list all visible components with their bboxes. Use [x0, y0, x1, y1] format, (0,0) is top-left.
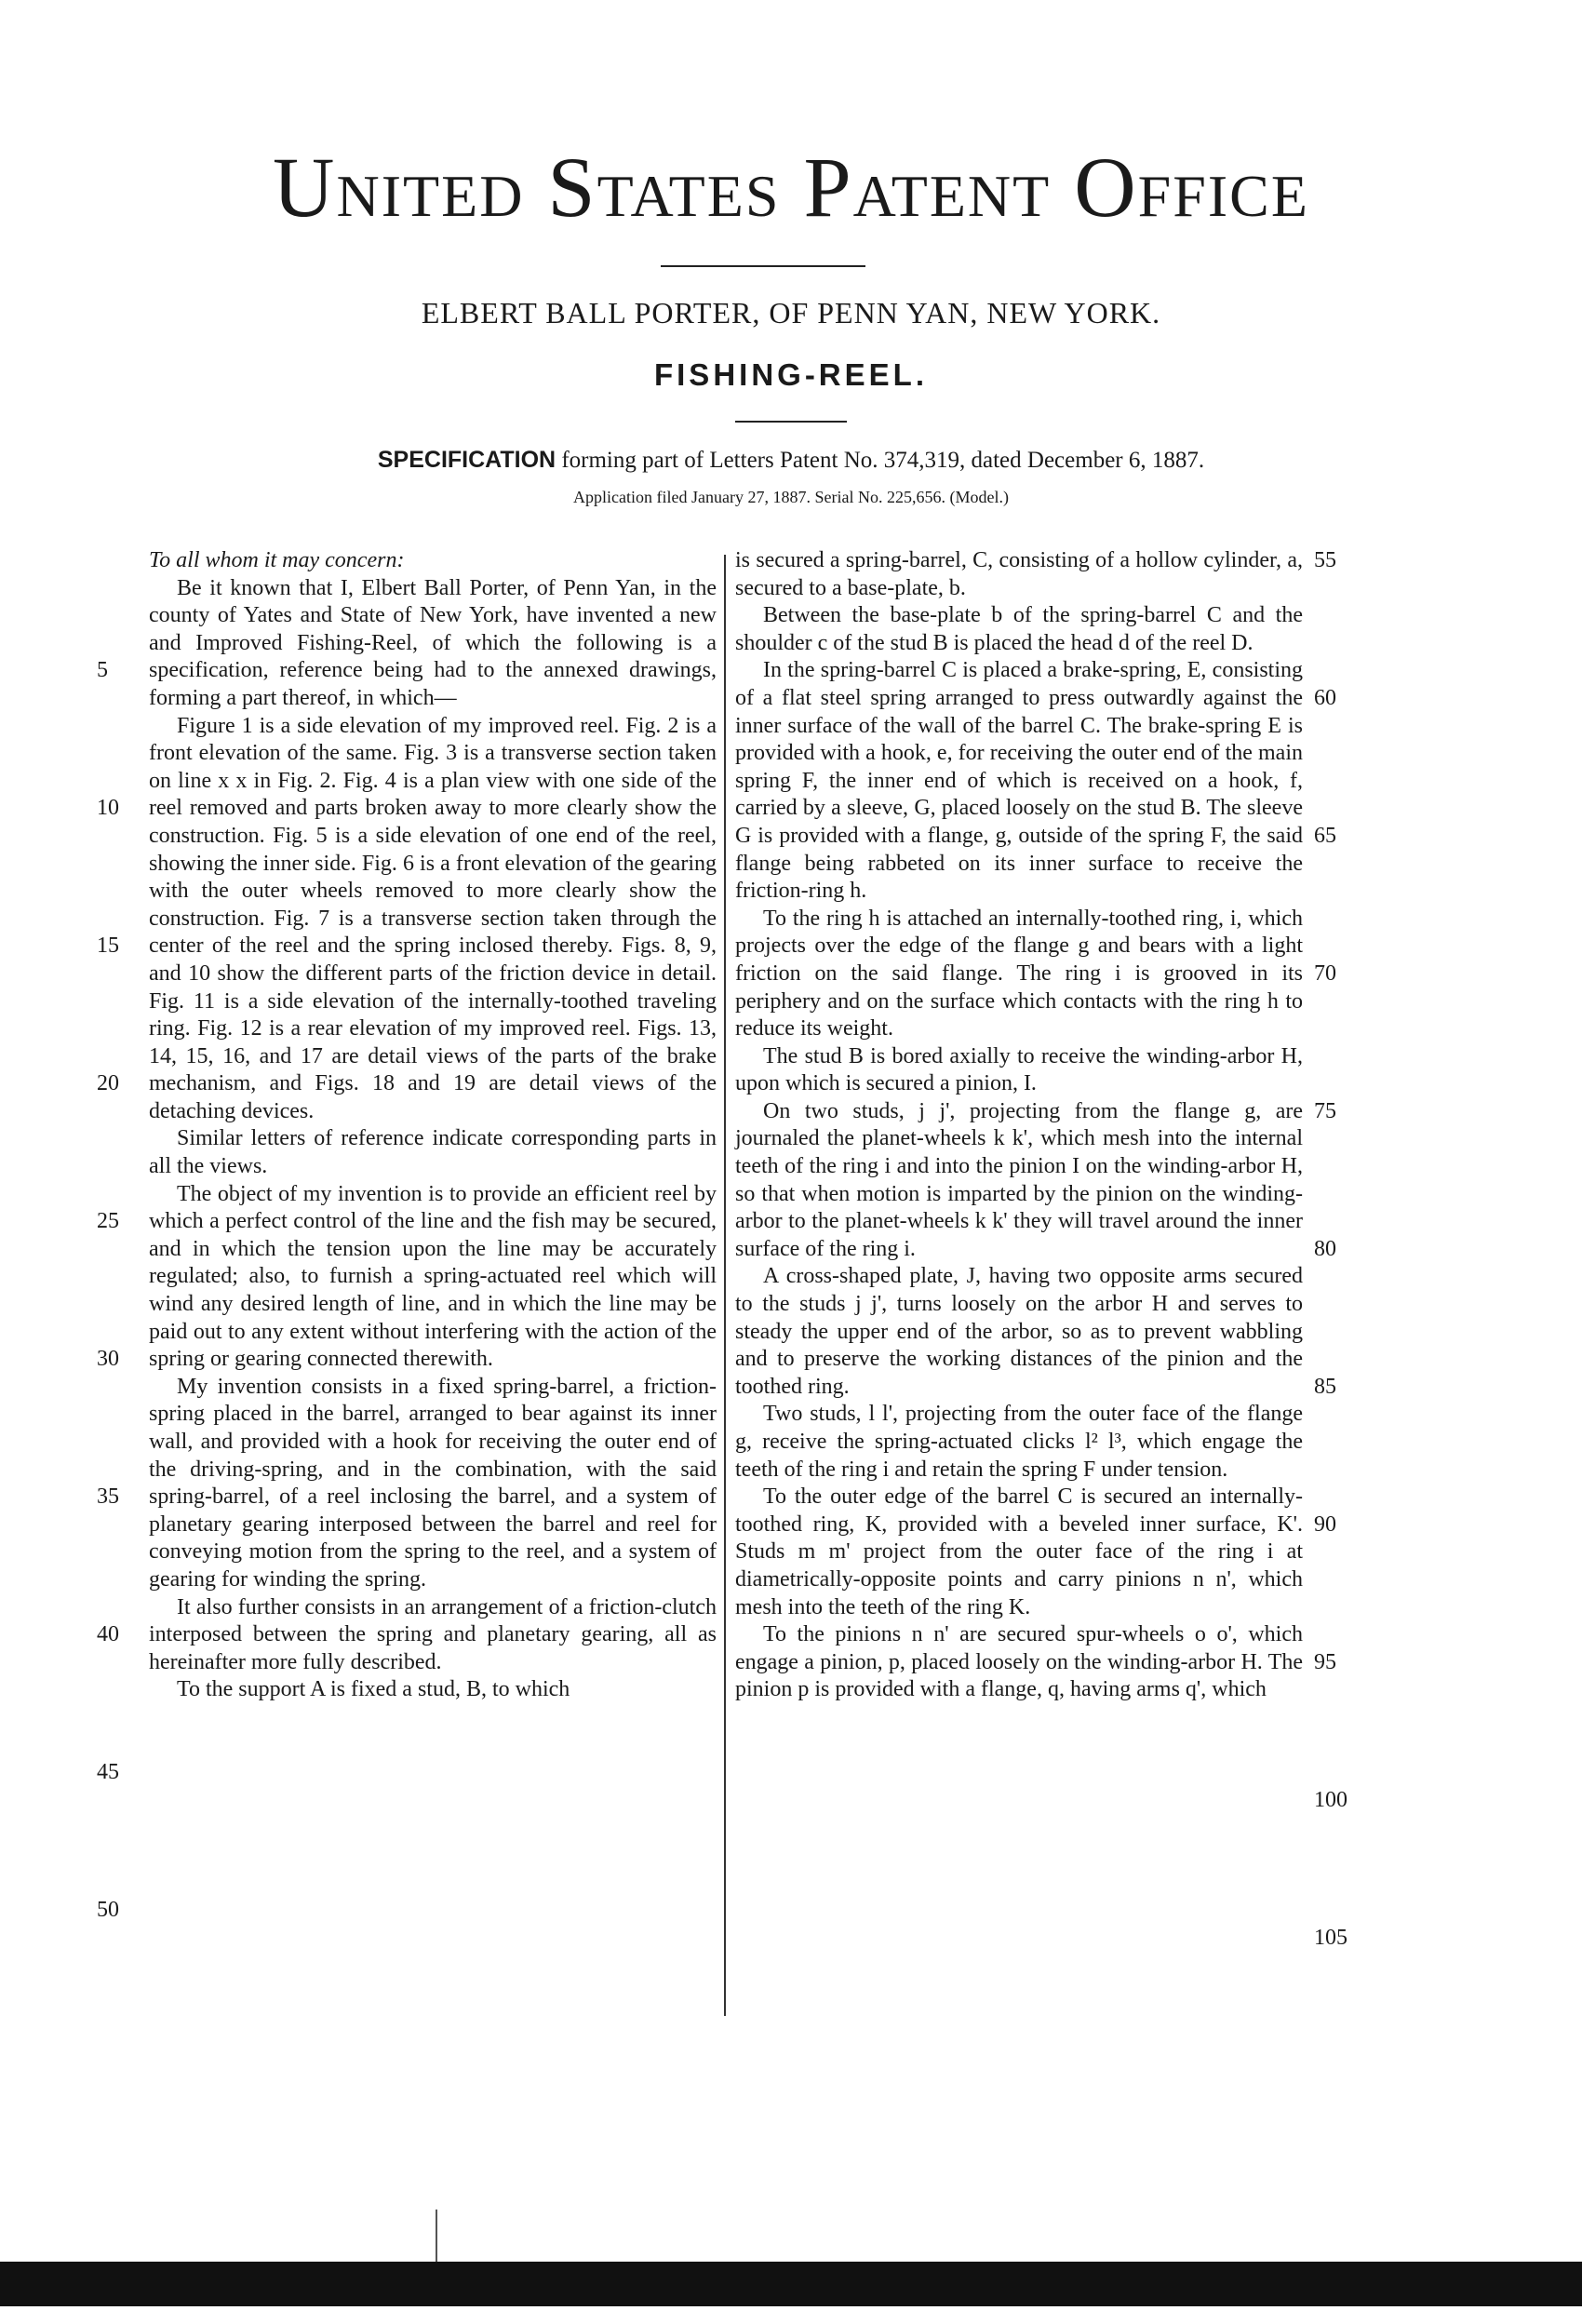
line-number: 60 [1314, 686, 1336, 710]
paragraph: Figure 1 is a side elevation of my improved reel. Fig. 2 is a front elevation of the same. Fig. 3 is a transverse section taken on line x x in Fig. 2. Fig. 4 is a plan view with one side of the reel removed and parts broken away to more clearly show the construction. Fig. 5 is a side elevation of one end of the reel, showing the inner side. Fig. 6 is a front elevation of the gearing with the outer wheels removed to more clearly show the construction. Fig. 7 is a transverse section taken through the center of the reel and the spring inclosed thereby. Figs. 8, 9, and 10 show the different parts of the friction device in detail. Fig. 11 is a side elevation of the internally-toothed traveling ring. Fig. 12 is a rear elevation of my improved reel. Figs. 13, 14, 15, 16, and 17 are detail views of the parts of the brake mechanism, and Figs. 18 and 19 are detail views of the detaching devices. [149, 713, 717, 1123]
specification-label: SPECIFICATION [377, 447, 556, 473]
right-column [735, 547, 1303, 2018]
scan-mark [436, 2210, 437, 2262]
salutation: To all whom it may concern: [149, 548, 405, 572]
paragraph: is secured a spring-barrel, C, consisting of a hollow cylinder, a, secured to a base-plate, b. [735, 548, 1303, 600]
line-number: 105 [1314, 1926, 1347, 1950]
line-number: 85 [1314, 1375, 1336, 1399]
paragraph: My invention consists in a fixed spring-barrel, a friction-spring placed in the barrel, arranged to bear against its inner wall, and provided with a hook for receiving the outer end of the driving-spring, and in the combination, with the said spring-barrel, of a reel inclosing the barrel, and a system of planetary gearing interposed between the barrel and reel for conveying motion from the spring to the reel, and a system of gearing for winding the spring. [149, 1374, 717, 1592]
paragraph: Two studs, l l', projecting from the outer face of the flange g, receive the spring-actuated clicks l² l³, which engage the teeth of the ring i and retain the spring F under tension. [735, 1402, 1303, 1482]
line-number: 20 [97, 1071, 119, 1095]
title-rule [735, 421, 847, 423]
left-column [149, 547, 717, 2018]
specification-text: forming part of Letters Patent No. 374,319, dated December 6, 1887. [556, 448, 1205, 473]
paragraph: On two studs, j j', projecting from the flange g, are journaled the planet-wheels k k', which mesh into the internal teeth of the ring i and into the pinion I on the winding-arbor H, so that when motion is imparted by the pinion on the winding-arbor to the planet-wheels k k' they will travel around the inner surface of the ring i. [735, 1098, 1303, 1261]
line-number: 95 [1314, 1650, 1336, 1674]
line-number: 70 [1314, 961, 1336, 986]
paragraph: The object of my invention is to provide an efficient reel by which a perfect control of the line and the fish may be secured, and in which the tension upon the line may be accurately regulated; also, to furnish a spring-actuated reel which will wind any desired length of line, and in which the line may be paid out to any extent without interfering with the action of the spring or gearing connected therewith. [149, 1181, 717, 1372]
paragraph: To the outer edge of the barrel C is secured an internally-toothed ring, K, provided with a beveled inner surface, K'. Studs m m' project from the outer face of the ring i at diametrically-opposite points and carry pinions n n', which mesh into the teeth of the ring K. [735, 1484, 1303, 1619]
line-number: 35 [97, 1484, 119, 1509]
line-number: 25 [97, 1209, 119, 1233]
specification-line [0, 447, 1582, 474]
line-number: 40 [97, 1622, 119, 1646]
paragraph: A cross-shaped plate, J, having two opposite arms secured to the studs j j', turns loosely on the arbor H and serves to steady the upper end of the arbor, so as to prevent wabbling and to preserve the working distances of the pinion and the toothed ring. [735, 1264, 1303, 1399]
line-number: 50 [97, 1898, 119, 1922]
paragraph: To the support A is fixed a stud, B, to which [177, 1677, 570, 1702]
line-number: 80 [1314, 1237, 1336, 1261]
paragraph: Similar letters of reference indicate corresponding parts in all the views. [149, 1126, 717, 1179]
paragraph: In the spring-barrel C is placed a brake-spring, E, consisting of a flat steel spring arranged to press outwardly against the inner surface of the wall of the barrel C. The brake-spring E is provided with a hook, e, for receiving the outer end of the main spring F, the inner end of which is received on a hook, f, carried by a sleeve, G, placed loosely on the stud B. The sleeve G is provided with a flange, g, outside of the spring F, the said flange being rabbeted on its inner surface to receive the friction-ring h. [735, 658, 1303, 904]
line-number: 65 [1314, 824, 1336, 848]
paragraph: Be it known that I, Elbert Ball Porter, of Penn Yan, in the county of Yates and State of New York, have invented a new and Improved Fishing-Reel, of which the following is a specification, reference being had to the annexed drawings, forming a part thereof, in which— [149, 575, 717, 710]
column-divider [724, 555, 726, 2016]
line-number: 90 [1314, 1512, 1336, 1537]
paragraph: The stud B is bored axially to receive the winding-arbor H, upon which is secured a pinion, I. [735, 1043, 1303, 1096]
line-number: 100 [1314, 1788, 1347, 1812]
paragraph: To the ring h is attached an internally-toothed ring, i, which projects over the edge of the flange g and bears with a light friction on the said flange. The ring i is grooved in its periphery and on the surface which contacts with the ring h to reduce its weight. [735, 906, 1303, 1041]
patent-office-heading: United States Patent Office [273, 140, 1309, 235]
invention-title: FISHING-REEL. [653, 357, 928, 392]
line-number: 5 [97, 658, 108, 682]
application-line: Application filed January 27, 1887. Serial No. 225,656. (Model.) [573, 488, 1009, 506]
paragraph: To the pinions n n' are secured spur-wheels o o', which engage a pinion, p, placed loosely on the winding-arbor H. The pinion p is provided with a flange, q, having arms q', which [735, 1622, 1303, 1702]
paragraph: Between the base-plate b of the spring-barrel C and the shoulder c of the stud B is placed the head d of the reel D. [735, 603, 1303, 655]
scan-edge-bar [0, 2262, 1582, 2306]
paragraph: It also further consists in an arrangement of a friction-clutch interposed between the spring and planetary gearing, all as hereinafter more fully described. [149, 1594, 717, 1674]
line-number: 45 [97, 1760, 119, 1784]
line-number: 15 [97, 934, 119, 958]
line-number: 75 [1314, 1099, 1336, 1123]
line-number: 10 [97, 796, 119, 820]
heading-rule [661, 265, 865, 267]
line-number: 30 [97, 1347, 119, 1371]
inventor-line: ELBERT BALL PORTER, OF PENN YAN, NEW YORK. [421, 296, 1161, 329]
line-number: 55 [1314, 548, 1336, 572]
